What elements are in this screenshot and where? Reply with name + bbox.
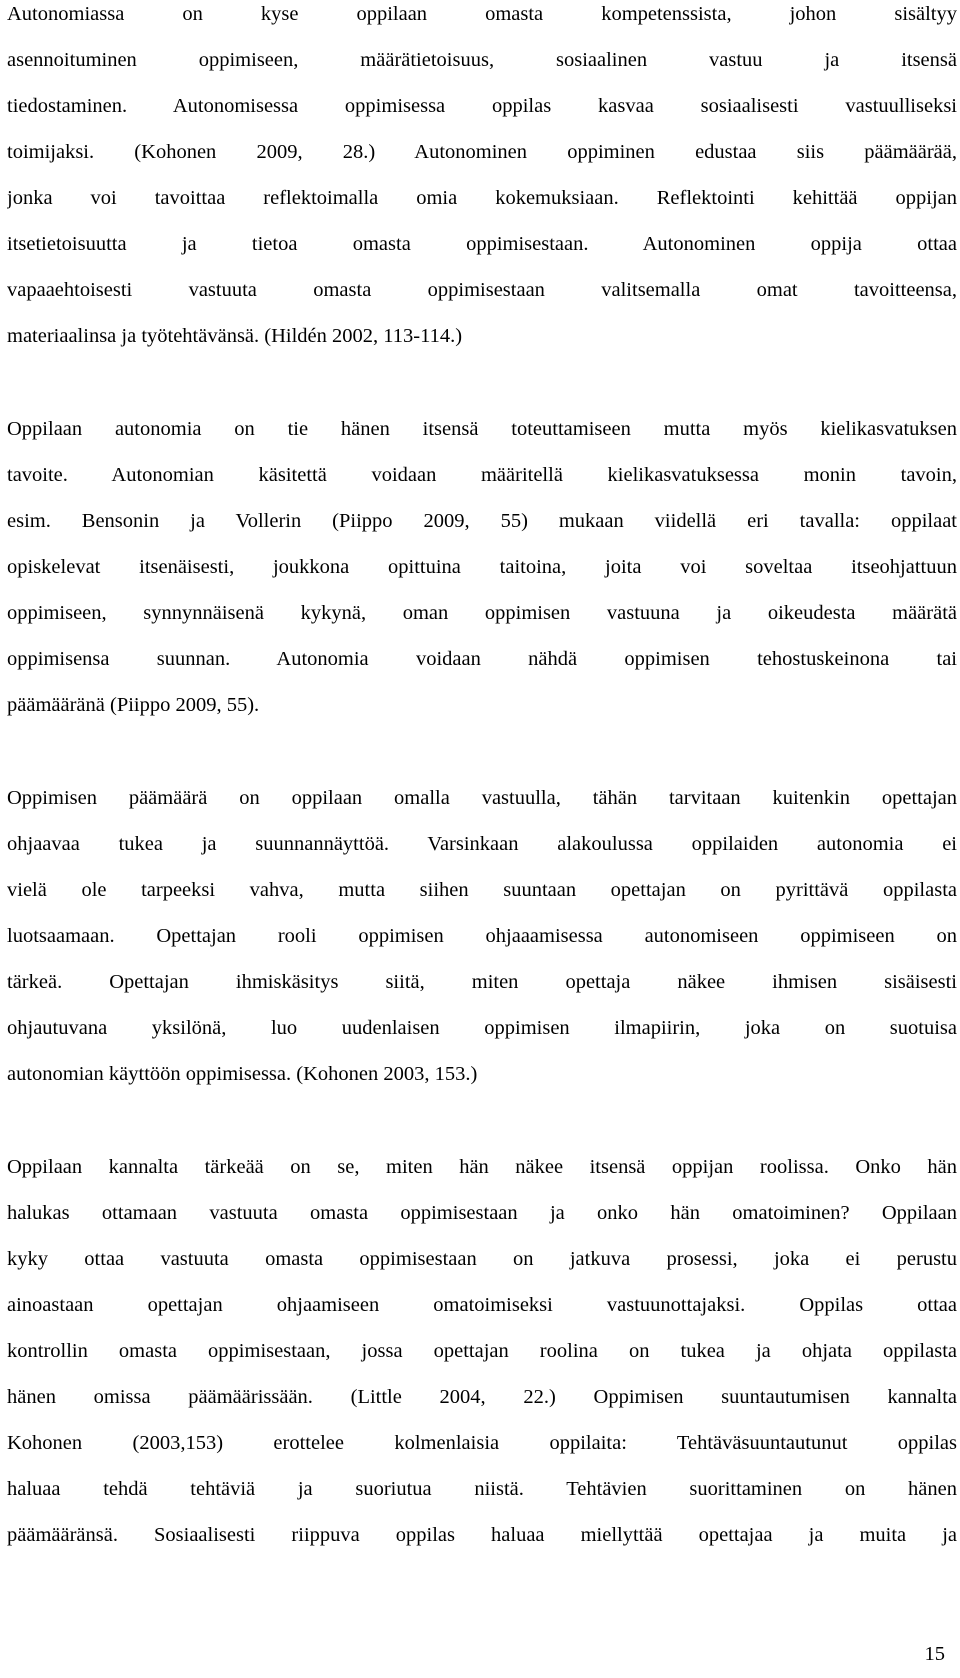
text-line: luotsaamaan. Opettajan rooli oppimisen ohjaaamisessa autonomiseen oppimiseen on bbox=[7, 925, 957, 947]
text-line: haluaa tehdä tehtäviä ja suoriutua niistä. Tehtävien suorittaminen on hänen bbox=[7, 1478, 957, 1500]
paragraph-1 bbox=[7, 0, 957, 359]
text-line: kyky ottaa vastuuta omasta oppimisestaan on jatkuva prosessi, joka ei perustu bbox=[7, 1248, 957, 1270]
text-line: halukas ottamaan vastuuta omasta oppimisestaan ja onko hän omatoiminen? Oppilaan bbox=[7, 1202, 957, 1224]
text-line: Oppilaan kannalta tärkeää on se, miten hän näkee itsensä oppijan roolissa. Onko hän bbox=[7, 1156, 957, 1178]
text-line: vielä ole tarpeeksi vahva, mutta siihen suuntaan opettajan on pyrittävä oppilasta bbox=[7, 879, 957, 901]
text-line: esim. Bensonin ja Vollerin (Piippo 2009, 55) mukaan viidellä eri tavalla: oppilaat bbox=[7, 510, 957, 532]
body-text bbox=[7, 0, 957, 1558]
text-line: tavoite. Autonomian käsitettä voidaan määritellä kielikasvatuksessa monin tavoin, bbox=[7, 464, 957, 486]
text-line: Oppimisen päämäärä on oppilaan omalla vastuulla, tähän tarvitaan kuitenkin opettajan bbox=[7, 787, 957, 809]
text-line: kontrollin omasta oppimisestaan, jossa opettajan roolina on tukea ja ohjata oppilasta bbox=[7, 1340, 957, 1362]
text-line: oppimisensa suunnan. Autonomia voidaan nähdä oppimisen tehostuskeinona tai bbox=[7, 648, 957, 670]
text-line: tiedostaminen. Autonomisessa oppimisessa oppilas kasvaa sosiaalisesti vastuulliseksi bbox=[7, 95, 957, 117]
text-line: Oppilaan autonomia on tie hänen itsensä toteuttamiseen mutta myös kielikasvatuksen bbox=[7, 418, 957, 440]
text-line: päämääränsä. Sosiaalisesti riippuva oppilas haluaa miellyttää opettajaa ja muita ja bbox=[7, 1524, 957, 1546]
paragraph-3 bbox=[7, 775, 957, 1097]
text-line: asennoituminen oppimiseen, määrätietoisuus, sosiaalinen vastuu ja itsensä bbox=[7, 49, 957, 71]
text-line: päämääränä (Piippo 2009, 55). bbox=[7, 694, 260, 716]
text-line: ainoastaan opettajan ohjaamiseen omatoimiseksi vastuunottajaksi. Oppilas ottaa bbox=[7, 1294, 957, 1316]
text-line: ohjaavaa tukea ja suunnannäyttöä. Varsinkaan alakoulussa oppilaiden autonomia ei bbox=[7, 833, 957, 855]
text-line: vapaaehtoisesti vastuuta omasta oppimisestaan valitsemalla omat tavoitteensa, bbox=[7, 279, 957, 301]
text-line: autonomian käyttöön oppimisessa. (Kohonen 2003, 153.) bbox=[7, 1063, 478, 1085]
paragraph-4 bbox=[7, 1144, 957, 1558]
text-line: hänen omissa päämäärissään. (Little 2004, 22.) Oppimisen suuntautumisen kannalta bbox=[7, 1386, 957, 1408]
text-line: opiskelevat itsenäisesti, joukkona opittuina taitoina, joita voi soveltaa itseohjattuun bbox=[7, 556, 957, 578]
text-line: jonka voi tavoittaa reflektoimalla omia kokemuksiaan. Reflektointi kehittää oppijan bbox=[7, 187, 957, 209]
text-line: Kohonen (2003,153) erottelee kolmenlaisia oppilaita: Tehtäväsuuntautunut oppilas bbox=[7, 1432, 957, 1454]
page-number: 15 bbox=[924, 1643, 945, 1665]
paragraph-2 bbox=[7, 406, 957, 728]
text-line: materiaalinsa ja työtehtävänsä. (Hildén 2002, 113-114.) bbox=[7, 325, 463, 347]
text-line: Autonomiassa on kyse oppilaan omasta kompetenssista, johon sisältyy bbox=[7, 3, 957, 25]
text-line: ohjautuvana yksilönä, luo uudenlaisen oppimisen ilmapiirin, joka on suotuisa bbox=[7, 1017, 957, 1039]
text-line: oppimiseen, synnynnäisenä kykynä, oman oppimisen vastuuna ja oikeudesta määrätä bbox=[7, 602, 957, 624]
text-line: toimijaksi. (Kohonen 2009, 28.) Autonominen oppiminen edustaa siis päämäärää, bbox=[7, 141, 957, 163]
text-line: tärkeä. Opettajan ihmiskäsitys siitä, miten opettaja näkee ihmisen sisäisesti bbox=[7, 971, 957, 993]
text-line: itsetietoisuutta ja tietoa omasta oppimisestaan. Autonominen oppija ottaa bbox=[7, 233, 957, 255]
